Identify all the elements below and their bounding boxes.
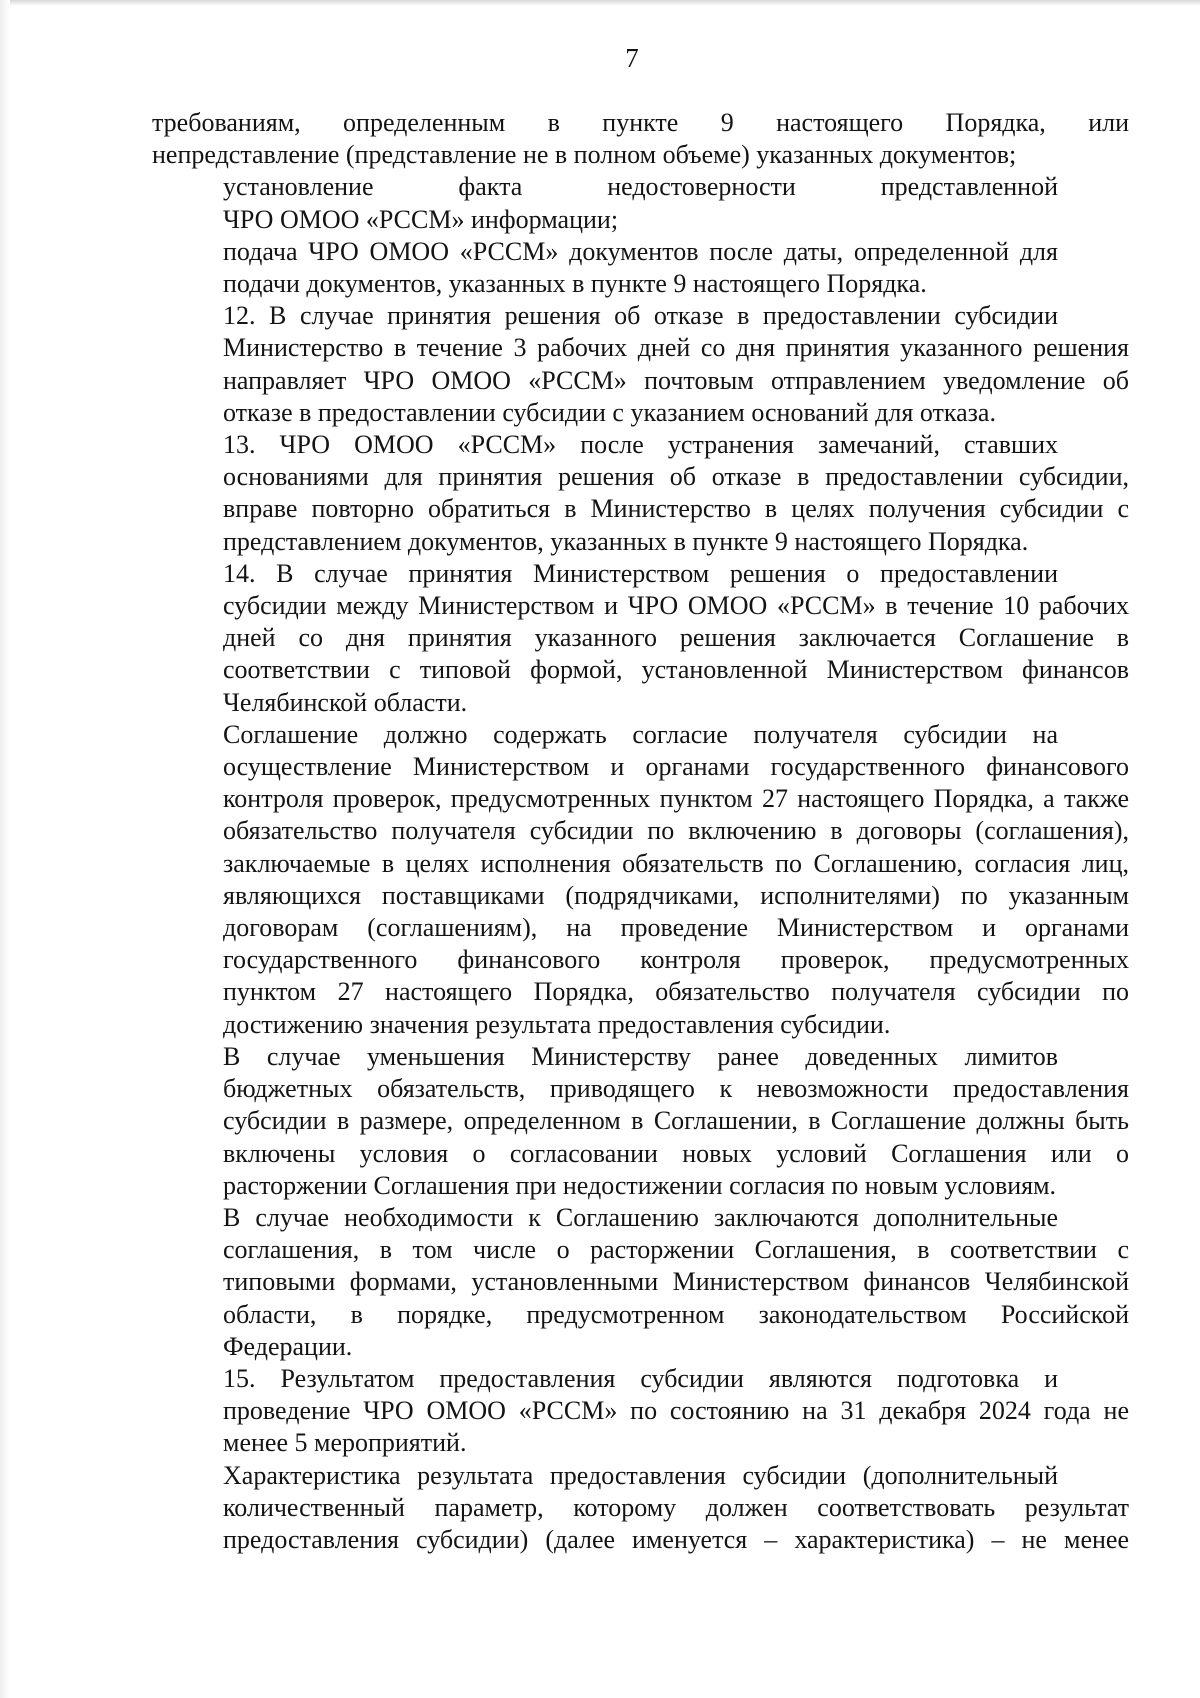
text-line: подачи документов, указанных в пункте 9 настоящего Порядка.	[223, 269, 927, 299]
text-line: осуществление Министерством и органами государственного финансового	[223, 752, 1129, 782]
paragraph-15	[152, 1363, 1129, 1460]
paragraph	[152, 171, 1129, 235]
text-line: Челябинской области.	[223, 687, 468, 717]
text-line: 13. ЧРО ОМОО «РССМ» после устранения замечаний, ставших	[223, 430, 1058, 460]
text-line: установление факта недостоверности представленной	[223, 172, 1058, 202]
scan-edge-left	[0, 0, 10, 1698]
text-line: вправе повторно обратиться в Министерство в целях получения субсидии с	[223, 494, 1129, 524]
text-line: являющихся поставщиками (подрядчиками, исполнителями) по указанным	[223, 880, 1129, 910]
paragraph-14	[152, 558, 1129, 719]
paragraph	[152, 1460, 1129, 1557]
text-line: Характеристика результата предоставления субсидии (дополнительный	[223, 1460, 1058, 1490]
paragraph	[152, 719, 1129, 1041]
paragraph	[152, 1041, 1129, 1202]
text-line: обязательство получателя субсидии по включению в договоры (соглашения),	[223, 816, 1129, 846]
text-line: дней со дня принятия указанного решения заключается Соглашение в	[223, 623, 1129, 653]
text-line: пунктом 27 настоящего Порядка, обязательство получателя субсидии по	[223, 977, 1129, 1007]
paragraph-13	[152, 429, 1129, 558]
text-line: 14. В случае принятия Министерством решения о предоставлении	[223, 558, 1058, 588]
text-line: непредставление (представление не в полном объеме) указанных документов;	[152, 140, 1017, 170]
scan-edge	[0, 0, 1200, 6]
text-line: предоставления субсидии) (далее именуется – характеристика) – не менее	[223, 1524, 1129, 1554]
text-line: включены условия о согласовании новых условий Соглашения или о	[223, 1138, 1129, 1168]
text-line: соответствии с типовой формой, установленной Министерством финансов	[223, 655, 1129, 685]
text-line: заключаемые в целях исполнения обязательств по Соглашению, согласия лиц,	[223, 848, 1129, 878]
text-line: В случае уменьшения Министерству ранее доведенных лимитов	[223, 1041, 1058, 1071]
text-line: количественный параметр, которому должен соответствовать результат	[223, 1492, 1129, 1522]
text-line: ЧРО ОМОО «РССМ» информации;	[223, 204, 619, 234]
document-body	[152, 107, 1129, 1556]
text-line: контроля проверок, предусмотренных пунктом 27 настоящего Порядка, а также	[223, 784, 1129, 814]
text-line: требованиям, определенным в пункте 9 настоящего Порядка, или	[152, 108, 1129, 137]
text-line: менее 5 мероприятий.	[223, 1428, 467, 1458]
text-line: Соглашение должно содержать согласие получателя субсидии на	[223, 719, 1058, 749]
text-line: достижению значения результата предоставления субсидии.	[223, 1009, 891, 1039]
paragraph	[152, 236, 1129, 300]
text-line: договорам (соглашениям), на проведение Министерством и органами	[223, 913, 1129, 943]
text-line: 12. В случае принятия решения об отказе в предоставлении субсидии	[223, 301, 1058, 331]
text-line: подача ЧРО ОМОО «РССМ» документов после даты, определенной для	[223, 236, 1058, 266]
page-number: 7	[625, 43, 639, 73]
text-line: основаниями для принятия решения об отказе в предоставлении субсидии,	[223, 462, 1129, 492]
text-line: типовыми формами, установленными Министерством финансов Челябинской	[223, 1267, 1129, 1297]
text-line: субсидии в размере, определенном в Соглашении, в Соглашение должны быть	[223, 1106, 1129, 1136]
text-line: направляет ЧРО ОМОО «РССМ» почтовым отправлением уведомление об	[223, 365, 1129, 395]
text-line: проведение ЧРО ОМОО «РССМ» по состоянию на 31 декабря 2024 года не	[223, 1396, 1129, 1426]
paragraph-12	[152, 300, 1129, 429]
text-line: Министерство в течение 3 рабочих дней со дня принятия указанного решения	[223, 333, 1129, 363]
text-line: отказе в предоставлении субсидии с указанием оснований для отказа.	[223, 397, 996, 427]
text-line: В случае необходимости к Соглашению заключаются дополнительные	[223, 1202, 1058, 1232]
text-line: представлением документов, указанных в пункте 9 настоящего Порядка.	[223, 526, 1029, 556]
paragraph	[152, 1202, 1129, 1363]
text-line: Федерации.	[223, 1331, 353, 1361]
text-line: расторжении Соглашения при недостижении согласия по новым условиям.	[223, 1170, 1057, 1200]
text-line: 15. Результатом предоставления субсидии являются подготовка и	[223, 1363, 1058, 1393]
text-line: соглашения, в том числе о расторжении Соглашения, в соответствии с	[223, 1235, 1129, 1265]
text-line: бюджетных обязательств, приводящего к невозможности предоставления	[223, 1074, 1129, 1104]
text-line: области, в порядке, предусмотренном законодательством Российской	[223, 1299, 1129, 1329]
paragraph	[152, 107, 1129, 171]
text-line: государственного финансового контроля проверок, предусмотренных	[223, 945, 1129, 975]
text-line: субсидии между Министерством и ЧРО ОМОО «РССМ» в течение 10 рабочих	[223, 591, 1129, 621]
